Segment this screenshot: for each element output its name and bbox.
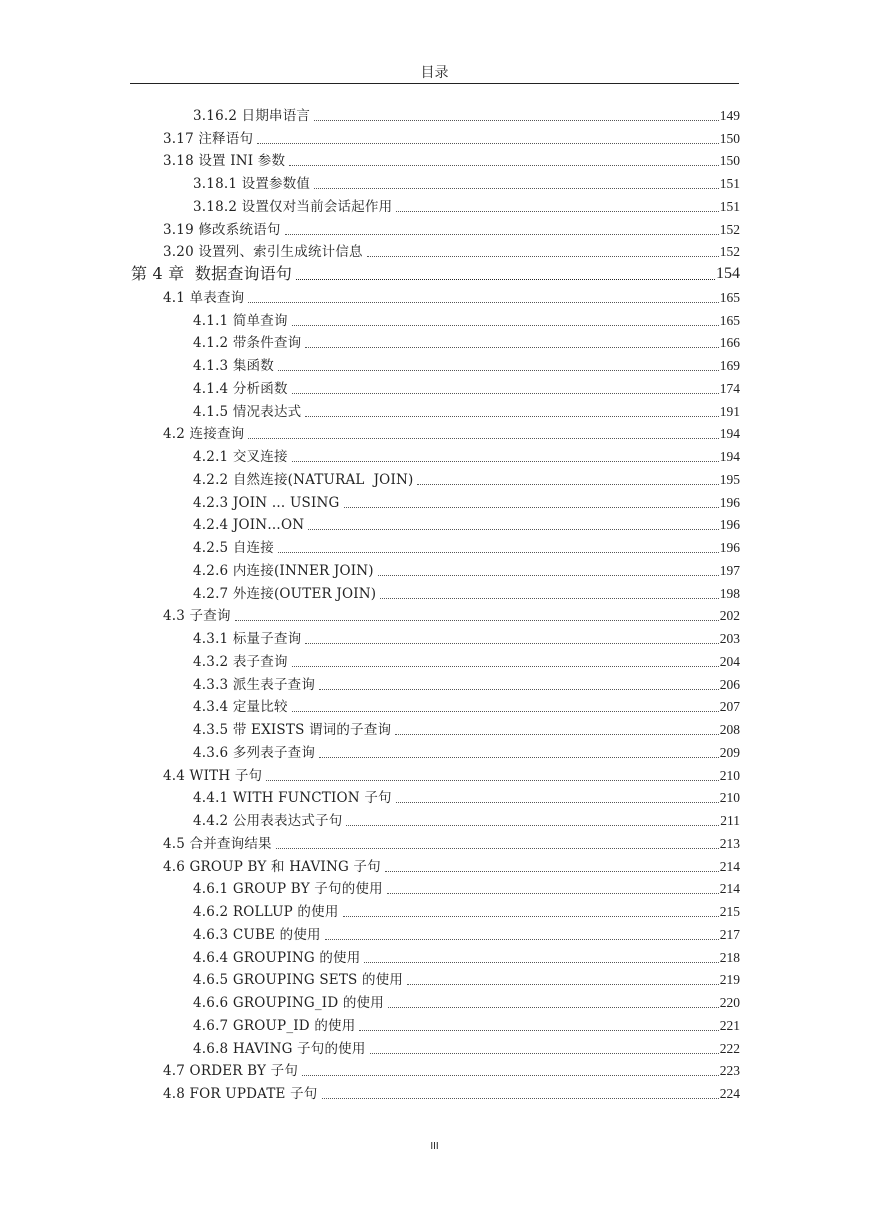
- toc-dot-leader: [319, 757, 719, 758]
- toc-entry-label: 3.17 注释语句: [163, 130, 254, 147]
- toc-dot-leader: [248, 438, 718, 439]
- toc-entry[interactable]: [0, 946, 740, 969]
- toc-entry-page-number: 221: [719, 1017, 740, 1033]
- toc-entry[interactable]: [0, 1037, 740, 1060]
- toc-dot-leader: [325, 939, 719, 940]
- toc-dot-leader: [305, 643, 718, 644]
- toc-dot-leader: [388, 1007, 719, 1008]
- toc-entry-label: 4.6.4 GROUPING 的使用: [193, 949, 361, 966]
- toc-entry[interactable]: [0, 195, 740, 218]
- toc-entry-label: 3.19 修改系统语句: [163, 221, 281, 238]
- toc-entry[interactable]: [0, 787, 740, 810]
- toc-entry[interactable]: [0, 400, 740, 423]
- toc-entry[interactable]: [0, 741, 740, 764]
- toc-entry[interactable]: [0, 1082, 740, 1105]
- toc-entry-page-number: 202: [719, 608, 740, 624]
- toc-entry-label: 4.1.1 简单查询: [193, 312, 288, 329]
- toc-entry[interactable]: [0, 127, 740, 150]
- toc-entry-label: 4.6.7 GROUP_ID 的使用: [193, 1017, 356, 1034]
- toc-entry[interactable]: [0, 605, 740, 628]
- toc-entry[interactable]: [0, 445, 740, 468]
- toc-dot-leader: [344, 507, 719, 508]
- toc-entry-label: 3.18.1 设置参数值: [193, 176, 311, 192]
- toc-entry[interactable]: [0, 491, 740, 514]
- toc-entry-page-number: 152: [719, 244, 740, 260]
- toc-entry-page-number: 196: [719, 517, 740, 533]
- toc-entry-label: 4.6.1 GROUP BY 子句的使用: [193, 881, 383, 898]
- toc-entry-label: 4.5 合并查询结果: [163, 835, 272, 852]
- toc-entry-page-number: 149: [719, 107, 740, 123]
- toc-entry[interactable]: [0, 309, 740, 332]
- toc-dot-leader: [305, 347, 718, 348]
- toc-dot-leader: [396, 802, 719, 803]
- toc-entry-page-number: 191: [719, 403, 740, 419]
- toc-entry-page-number: 215: [719, 904, 740, 919]
- toc-entry[interactable]: [0, 673, 740, 696]
- toc-dot-leader: [395, 734, 719, 735]
- toc-entry-page-number: 208: [719, 722, 740, 737]
- toc-entry-label: 4.4.2 公用表表达式子句: [193, 813, 343, 829]
- toc-dot-leader: [248, 302, 718, 303]
- toc-dot-leader: [314, 120, 719, 121]
- toc-entry-page-number: 206: [719, 676, 740, 692]
- toc-dot-leader: [289, 165, 719, 166]
- toc-entry-label: 4.2.3 JOIN … USING: [193, 494, 340, 511]
- toc-entry-label: 4.2.2 自然连接(NATURAL JOIN): [193, 471, 414, 488]
- toc-entry[interactable]: [0, 468, 740, 491]
- toc-entry-page-number: 218: [719, 949, 740, 965]
- toc-dot-leader: [322, 1098, 719, 1099]
- toc-dot-leader: [292, 711, 719, 712]
- toc-entry-page-number: 151: [719, 198, 740, 214]
- toc-dot-leader: [276, 848, 719, 849]
- toc-entry-label: 4.3.4 定量比较: [193, 699, 288, 716]
- toc-dot-leader: [417, 484, 718, 485]
- toc-entry-page-number: 152: [719, 221, 740, 237]
- toc-entry[interactable]: [0, 514, 740, 537]
- toc-entry[interactable]: [0, 991, 740, 1014]
- toc-entry-page-number: 150: [719, 153, 740, 169]
- toc-entry-page-number: 165: [719, 312, 740, 328]
- toc-entry-page-number: 194: [719, 426, 740, 442]
- toc-entry-page-number: 217: [719, 926, 740, 942]
- toc-entry-label: 4.1.2 带条件查询: [193, 335, 302, 352]
- toc-entry-label: 4.8 FOR UPDATE 子句: [163, 1086, 318, 1102]
- toc-entry-page-number: 224: [719, 1086, 740, 1101]
- toc-dot-leader: [387, 893, 719, 894]
- toc-entry-label: 4.6.2 ROLLUP 的使用: [193, 904, 339, 920]
- toc-entry-label: 4.3.2 表子查询: [193, 653, 288, 670]
- toc-entry[interactable]: [0, 878, 740, 901]
- toc-entry[interactable]: [0, 377, 740, 400]
- toc-entry-label: 第 4 章 数据查询语句: [131, 264, 293, 283]
- toc-entry-page-number: 198: [719, 585, 740, 601]
- toc-entry-label: 4.6.5 GROUPING SETS 的使用: [193, 972, 404, 989]
- toc-entry[interactable]: [0, 1014, 740, 1037]
- toc-entry-label: 4.1.5 情况表达式: [193, 403, 302, 420]
- toc-entry[interactable]: [0, 1060, 740, 1083]
- toc-entry-label: 3.18 设置 INI 参数: [163, 153, 286, 170]
- toc-dot-leader: [346, 825, 719, 826]
- toc-entry-label: 4.3 子查询: [163, 608, 231, 625]
- toc-entry-label: 4.2.5 自连接: [193, 540, 274, 556]
- toc-entry[interactable]: [0, 764, 740, 787]
- toc-entry[interactable]: [0, 332, 740, 355]
- toc-entry-label: 4.4.1 WITH FUNCTION 子句: [193, 790, 392, 807]
- toc-entry[interactable]: [0, 536, 740, 559]
- toc-entry-page-number: 214: [719, 858, 740, 874]
- toc-chapter-entry[interactable]: [0, 263, 740, 286]
- page-number: III: [430, 1141, 439, 1152]
- toc-entry-page-number: 169: [719, 358, 740, 373]
- toc-entry-page-number: 151: [719, 176, 740, 191]
- toc-entry-page-number: 211: [720, 813, 740, 828]
- toc-dot-leader: [292, 325, 719, 326]
- toc-entry-page-number: 210: [719, 790, 740, 806]
- toc-entry-label: 4.3.1 标量子查询: [193, 631, 302, 647]
- toc-entry-page-number: 222: [719, 1040, 740, 1056]
- toc-entry-label: 4.1.4 分析函数: [193, 380, 288, 397]
- toc-entry-page-number: 174: [719, 380, 740, 396]
- toc-entry[interactable]: [0, 923, 740, 946]
- toc-entry-label: 4.3.5 带 EXISTS 谓词的子查询: [193, 722, 392, 738]
- toc-entry-page-number: 203: [719, 631, 740, 646]
- toc-entry-page-number: 209: [719, 744, 740, 760]
- toc-entry-page-number: 223: [719, 1063, 740, 1079]
- toc-entry-label: 4.6.6 GROUPING_ID 的使用: [193, 995, 384, 1011]
- toc-entry-label: 4.3.3 派生表子查询: [193, 676, 316, 693]
- header-rule: [130, 83, 739, 84]
- toc-entry-label: 4.1 单表查询: [163, 289, 245, 306]
- toc-entry-label: 4.6.8 HAVING 子句的使用: [193, 1040, 366, 1057]
- toc-entry-label: 3.18.2 设置仅对当前会话起作用: [193, 198, 393, 215]
- toc-entry[interactable]: [0, 218, 740, 241]
- toc-dot-leader: [314, 188, 719, 189]
- toc-dot-leader: [308, 529, 719, 530]
- toc-entry[interactable]: [0, 172, 740, 195]
- toc-dot-leader: [285, 234, 719, 235]
- toc-entry-page-number: 195: [719, 471, 740, 487]
- toc-entry-label: 4.4 WITH 子句: [163, 767, 263, 784]
- toc-entry[interactable]: [0, 855, 740, 878]
- toc-entry-page-number: 166: [719, 335, 740, 351]
- page-header-title: 目录: [420, 65, 449, 81]
- toc-dot-leader: [257, 143, 719, 144]
- toc-dot-leader: [359, 1030, 718, 1031]
- toc-entry-label: 4.2.6 内连接(INNER JOIN): [193, 562, 374, 579]
- toc-dot-leader: [296, 279, 715, 280]
- toc-dot-leader: [278, 370, 719, 371]
- toc-dot-leader: [385, 871, 719, 872]
- toc-entry-page-number: 197: [719, 562, 740, 578]
- toc-entry[interactable]: [0, 104, 740, 127]
- toc-dot-leader: [305, 416, 718, 417]
- toc-entry-label: 4.6.3 CUBE 的使用: [193, 926, 321, 943]
- toc-entry-label: 3.20 设置列、索引生成统计信息: [163, 244, 363, 261]
- toc-entry-page-number: 204: [719, 653, 740, 669]
- toc-entry-page-number: 210: [719, 767, 740, 783]
- toc-entry-page-number: 214: [719, 881, 740, 897]
- toc-entry[interactable]: [0, 582, 740, 605]
- toc-dot-leader: [396, 211, 718, 212]
- toc-entry-label: 4.2.1 交叉连接: [193, 449, 288, 465]
- toc-dot-leader: [380, 598, 718, 599]
- toc-dot-leader: [292, 666, 719, 667]
- table-of-contents: [0, 104, 869, 1105]
- toc-entry-page-number: 219: [719, 972, 740, 988]
- toc-entry-page-number: 165: [719, 289, 740, 305]
- toc-entry[interactable]: [0, 241, 740, 264]
- toc-entry-label: 4.2.4 JOIN…ON: [193, 517, 305, 534]
- toc-dot-leader: [367, 256, 719, 257]
- toc-entry[interactable]: [0, 627, 740, 650]
- toc-dot-leader: [278, 552, 719, 553]
- toc-dot-leader: [407, 984, 719, 985]
- toc-entry-label: 4.2 连接查询: [163, 426, 245, 443]
- toc-entry[interactable]: [0, 650, 740, 673]
- toc-entry-label: 4.7 ORDER BY 子句: [163, 1063, 299, 1080]
- toc-entry[interactable]: [0, 832, 740, 855]
- toc-dot-leader: [292, 393, 719, 394]
- toc-entry-page-number: 220: [719, 995, 740, 1010]
- toc-entry-label: 4.2.7 外连接(OUTER JOIN): [193, 585, 377, 602]
- toc-entry-page-number: 196: [719, 494, 740, 510]
- toc-dot-leader: [266, 780, 719, 781]
- toc-entry[interactable]: [0, 969, 740, 992]
- toc-entry[interactable]: [0, 286, 740, 309]
- toc-dot-leader: [370, 1053, 719, 1054]
- toc-entry[interactable]: [0, 696, 740, 719]
- toc-entry[interactable]: [0, 559, 740, 582]
- toc-entry[interactable]: [0, 423, 740, 446]
- toc-entry-label: 3.16.2 日期串语言: [193, 107, 311, 124]
- toc-entry[interactable]: [0, 809, 740, 832]
- toc-dot-leader: [302, 1075, 719, 1076]
- toc-entry[interactable]: [0, 150, 740, 173]
- toc-dot-leader: [292, 461, 719, 462]
- toc-entry-page-number: 207: [719, 699, 740, 715]
- toc-entry-page-number: 196: [719, 540, 740, 555]
- toc-dot-leader: [343, 916, 719, 917]
- toc-entry[interactable]: [0, 354, 740, 377]
- toc-dot-leader: [319, 689, 719, 690]
- toc-dot-leader: [364, 962, 718, 963]
- toc-entry-page-number: 150: [719, 130, 740, 146]
- toc-entry[interactable]: [0, 718, 740, 741]
- toc-entry[interactable]: [0, 900, 740, 923]
- toc-entry-page-number: 213: [719, 835, 740, 851]
- toc-entry-label: 4.3.6 多列表子查询: [193, 744, 316, 761]
- toc-dot-leader: [235, 620, 719, 621]
- toc-entry-page-number: 194: [719, 449, 740, 464]
- toc-entry-label: 4.6 GROUP BY 和 HAVING 子句: [163, 858, 381, 875]
- toc-dot-leader: [378, 575, 719, 576]
- toc-entry-label: 4.1.3 集函数: [193, 358, 274, 374]
- toc-entry-page-number: 154: [716, 265, 740, 282]
